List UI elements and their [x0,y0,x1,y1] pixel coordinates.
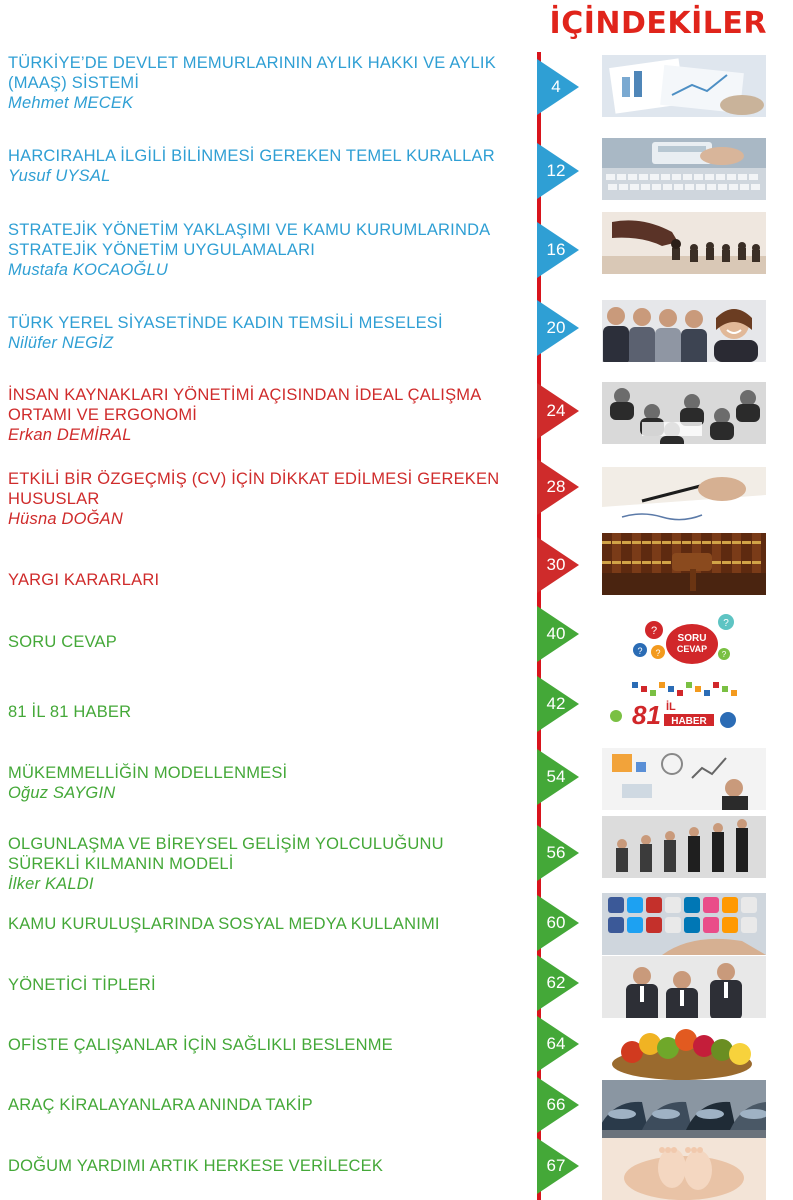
article-author: İlker KALDI [8,875,94,893]
svg-text:?: ? [655,648,661,658]
article-author: Mehmet MECEK [8,94,134,112]
page-number: 66 [546,1095,566,1114]
page-number-badge[interactable] [537,222,581,278]
article-title: ARAÇ KİRALAYANLARA ANINDA TAKİP [8,1096,313,1114]
page-number: 40 [546,624,566,643]
toc-entry-text [8,834,508,894]
article-author: Mustafa KOCAOĞLU [8,261,168,279]
toc-entry-text [8,1156,508,1176]
article-author: Erkan DEMİRAL [8,426,132,444]
article-author: Hüsna DOĞAN [8,510,123,528]
toc-entry-text [8,914,508,934]
svg-text:SORU: SORU [677,633,707,644]
page-number-badge[interactable] [537,1077,581,1133]
toc-entry-text [8,53,508,113]
office-documents-photo [602,55,766,117]
fruit-basket-photo [602,1018,766,1080]
page-number-badge[interactable] [537,537,581,593]
article-title: DOĞUM YARDIMI ARTIK HERKESE VERİLECEK [8,1157,384,1175]
page-number: 20 [546,318,566,337]
toc-entry-text [8,1035,508,1055]
svg-text:?: ? [721,650,727,659]
page-number: 42 [546,694,566,713]
toc-entry-text [8,220,508,280]
executives-photo [602,956,766,1018]
article-title: TÜRK YEREL SİYASETİNDE KADIN TEMSİLİ MESELESİ [8,314,443,332]
article-title: TÜRKİYE’DE DEVLET MEMURLARININ AYLIK HAKKI VE AYLIK (MAAŞ) SİSTEMİ [8,54,496,92]
growth-people-photo [602,816,766,878]
svg-text:HABER: HABER [671,716,707,727]
page-number-badge[interactable] [537,955,581,1011]
team-meeting-photo [602,382,766,444]
page-number-badge[interactable] [537,676,581,732]
article-title: OLGUNLAŞMA VE BİREYSEL GELİŞİM YOLCULUĞUNU SÜREKLİ KILMANIN MODELİ [8,835,444,873]
article-title: STRATEJİK YÖNETİM YAKLAŞIMI VE KAMU KURUMLARINDA STRATEJİK YÖNETİM UYGULAMALARI [8,221,490,259]
chess-hand-photo [602,212,766,274]
page-number-badge[interactable] [537,1016,581,1072]
page-number: 60 [546,913,566,932]
article-title: SORU CEVAP [8,633,117,651]
page-number-badge[interactable] [537,1138,581,1194]
svg-text:İL: İL [666,701,676,713]
page-number-badge[interactable] [537,825,581,881]
page-number-badge[interactable] [537,459,581,515]
page-number-badge[interactable] [537,143,581,199]
baby-feet-photo [602,1138,766,1200]
business-doodle-photo [602,748,766,810]
toc-entry-text [8,975,508,995]
page-number-badge[interactable] [537,749,581,805]
page-number: 62 [546,973,566,992]
svg-text:?: ? [637,646,643,656]
toc-entry-text [8,146,508,186]
svg-text:81: 81 [632,700,661,730]
page-number: 4 [551,77,561,96]
page-number: 28 [546,477,566,496]
article-title: MÜKEMMELLİĞİN MODELLENMESİ [8,764,288,782]
article-title: YARGI KARARLARI [8,571,160,589]
page-number: 56 [546,843,566,862]
soru-cevap-logo [602,610,766,672]
svg-text:?: ? [723,618,729,629]
toc-entry-text [8,570,508,590]
calculator-keyboard-photo [602,138,766,200]
page-number-badge[interactable] [537,606,581,662]
page-number-badge[interactable] [537,383,581,439]
page-number: 12 [546,161,566,180]
business-team-photo [602,300,766,362]
page-title: İÇİNDEKİLER [549,6,767,41]
page-number-badge[interactable] [537,300,581,356]
article-title: OFİSTE ÇALIŞANLAR İÇİN SAĞLIKLI BESLENME [8,1036,393,1054]
article-author: Oğuz SAYGIN [8,784,116,802]
svg-text:CEVAP: CEVAP [676,644,708,654]
article-title: KAMU KURULUŞLARINDA SOSYAL MEDYA KULLANIMI [8,915,440,933]
article-author: Yusuf UYSAL [8,167,111,185]
toc-entry-text [8,702,508,722]
social-media-keyboard-photo [602,893,766,955]
toc-entry-text [8,1095,508,1115]
svg-text:?: ? [650,625,658,637]
toc-entry-text [8,763,508,803]
gavel-books-photo [602,533,766,595]
81-il-haber-logo [602,676,766,738]
page-number: 54 [546,767,566,786]
cars-row-photo [602,1080,766,1142]
page-number: 16 [546,240,566,259]
page-number: 30 [546,555,566,574]
toc-entry-text [8,632,508,652]
signing-document-photo [602,467,766,529]
page-number: 24 [546,401,566,420]
toc-entry-text [8,385,508,445]
page-number-badge[interactable] [537,59,581,115]
article-title: İNSAN KAYNAKLARI YÖNETİMİ AÇISINDAN İDEAL ÇALIŞMA ORTAMI VE ERGONOMİ [8,386,481,424]
article-title: ETKİLİ BİR ÖZGEÇMİŞ (CV) İÇİN DİKKAT EDİLMESİ GEREKEN HUSUSLAR [8,470,500,508]
toc-entry-text [8,313,508,353]
article-title: HARCIRAHLA İLGİLİ BİLİNMESİ GEREKEN TEMEL KURALLAR [8,147,495,165]
page-number: 67 [546,1156,566,1175]
article-title: 81 İL 81 HABER [8,703,132,721]
article-author: Nilüfer NEGİZ [8,334,114,352]
article-title: YÖNETİCİ TİPLERİ [8,976,156,994]
toc-entry-text [8,469,508,529]
page-number-badge[interactable] [537,895,581,951]
page-number: 64 [546,1034,566,1053]
